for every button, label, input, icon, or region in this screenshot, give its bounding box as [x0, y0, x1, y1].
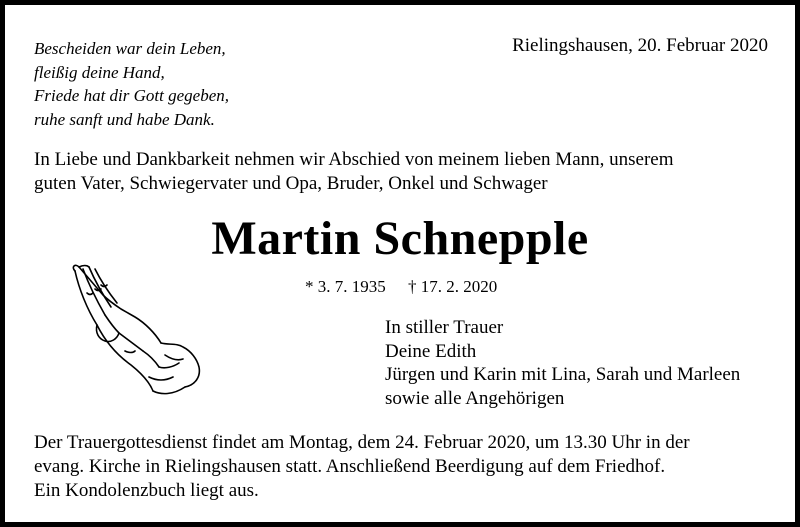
- death-date: † 17. 2. 2020: [408, 277, 498, 296]
- birth-date: * 3. 7. 1935: [305, 277, 386, 296]
- poem-line: Friede hat dir Gott gegeben,: [34, 86, 229, 105]
- deceased-name: Martin Schnepple: [211, 212, 589, 265]
- poem-line: ruhe sanft und habe Dank.: [34, 109, 215, 129]
- mourner-line: In stiller Trauer: [385, 317, 504, 338]
- service-info: [34, 431, 784, 503]
- poem-line: Bescheiden war dein Leben,: [34, 39, 226, 58]
- mourner-line: Jürgen und Karin mit Lina, Sarah und Marleen: [385, 364, 741, 385]
- service-line: Ein Kondolenzbuch liegt aus.: [34, 480, 259, 501]
- mourners: [385, 316, 740, 410]
- intro-line: In Liebe und Dankbarkeit nehmen wir Abschied von meinem lieben Mann, unserem: [34, 149, 674, 170]
- poem: [34, 37, 229, 131]
- intro-text: [34, 148, 784, 195]
- praying-hands-icon: [65, 259, 205, 404]
- poem-line: fleißig deine Hand,: [34, 62, 165, 82]
- mourner-line: sowie alle Angehörigen: [385, 387, 565, 409]
- service-line: evang. Kirche in Rielingshausen statt. Anschließend Beerdigung auf dem Friedhof.: [34, 456, 666, 477]
- service-line: Der Trauergottesdienst findet am Montag, dem 24. Februar 2020, um 13.30 Uhr in der: [34, 432, 690, 453]
- intro-line: guten Vater, Schwiegervater und Opa, Bruder, Onkel und Schwager: [34, 172, 548, 194]
- place-date: Rielingshausen, 20. Februar 2020: [512, 35, 768, 56]
- life-dates: [305, 277, 497, 297]
- mourner-line: Deine Edith: [385, 340, 477, 362]
